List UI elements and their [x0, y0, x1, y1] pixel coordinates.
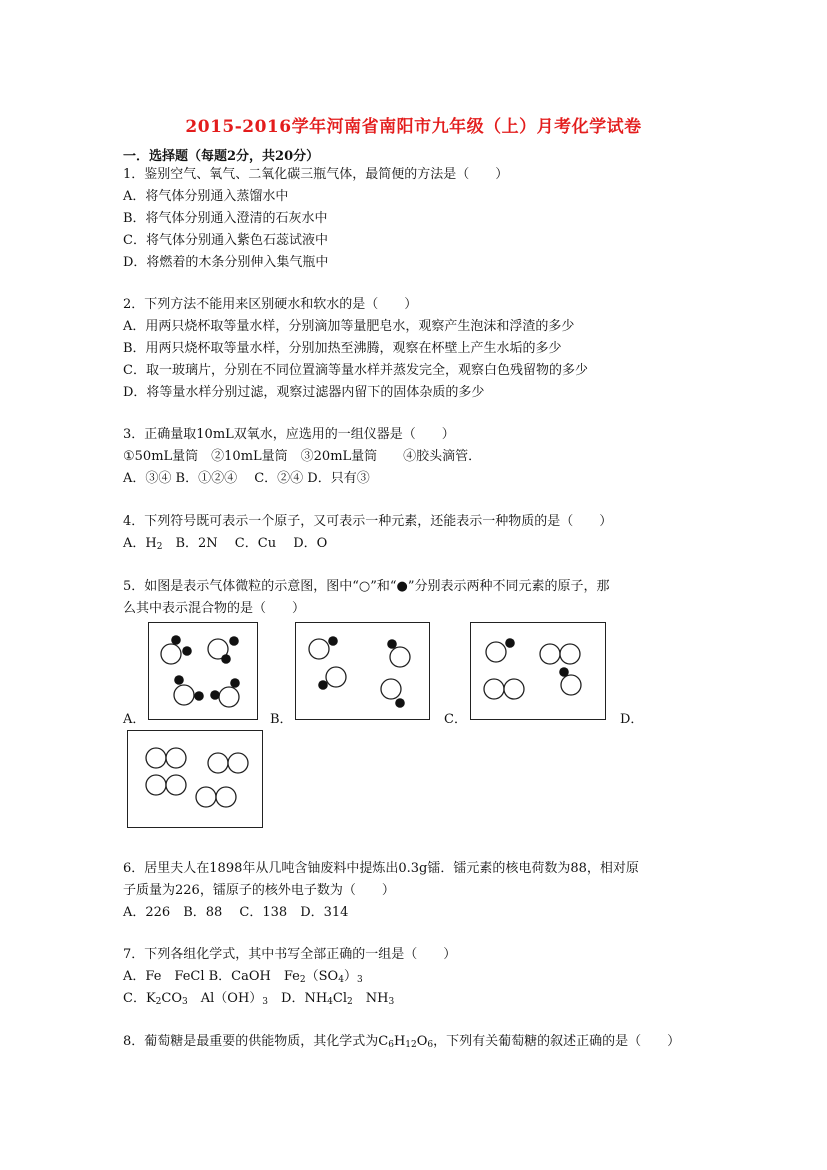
question-stem: 1．鉴别空气、氧气、二氧化碳三瓶气体，最简便的方法是（ ）: [123, 167, 509, 182]
question-stem-line-2: 子质量为226，镭原子的核外电子数为（ ）: [123, 883, 395, 898]
question-items: ①50mL量筒 ②10mL量筒 ③20mL量筒 ④胶头滴管．: [123, 449, 482, 464]
question-stem: 8．葡萄糖是最重要的供能物质，其化学式为$C_6H_{12}O_6$，下列有关葡萄糖的叙述正确的是（ ）: [123, 1034, 681, 1050]
figure-label-d: D．: [620, 712, 644, 727]
question-stem: 2．下列方法不能用来区别硬水和软水的是（ ）: [123, 297, 418, 312]
option-b: B．将气体分别通入澄清的石灰水中: [123, 211, 328, 226]
question-options: A．226 B．88 C．138 D．314: [123, 905, 349, 920]
question-options: A．③④ B．①②④ C．②④ D．只有③: [123, 471, 370, 486]
figure-option-a: [148, 622, 258, 720]
question-stem: 4．下列符号既可表示一个原子，又可表示一种元素，还能表示一种物质的是（ ）: [123, 514, 613, 529]
question-5: [123, 576, 713, 620]
option-c: C．将气体分别通入紫色石蕊试液中: [123, 233, 328, 248]
figure-label-a: A．: [123, 712, 146, 727]
question-stem-line-1: 6．居里夫人在1898年从几吨含铀废料中提炼出0.3g镭．镭元素的核电荷数为88，相对原: [123, 861, 639, 876]
option-c: C．取一玻璃片，分别在不同位置滴等量水样并蒸发完全，观察白色残留物的多少: [123, 363, 588, 378]
question-stem: 3．正确量取10mL双氧水，应选用的一组仪器是（ ）: [123, 427, 455, 442]
option-b: B．用两只烧杯取等量水样，分别加热至沸腾，观察在杯壁上产生水垢的多少: [123, 341, 562, 356]
question-8: [123, 1031, 713, 1053]
question-1: [123, 164, 713, 274]
option-d: D．将燃着的木条分别伸入集气瓶中: [123, 255, 329, 270]
question-stem-line-2: 么其中表示混合物的是（ ）: [123, 601, 306, 616]
question-4: [123, 511, 713, 555]
question-3: [123, 424, 713, 490]
question-options-line-1: A．Fe FeCl B．CaOH $Fe_2(SO_4)_3$: [123, 969, 363, 985]
question-stem-line-1: 5．如图是表示气体微粒的示意图，图中“○”和“●”分别表示两种不同元素的原子，那: [123, 579, 610, 594]
figure-option-c: [470, 622, 606, 720]
figure-label-c: C．: [444, 712, 467, 727]
question-options-line-2: C．$K_2CO_3$ $Al(OH)_3$ D．$NH_4Cl_2$ $NH_3$: [123, 991, 395, 1007]
question-6: [123, 858, 713, 924]
option-a: A．将气体分别通入蒸馏水中: [123, 189, 289, 204]
question-2: [123, 294, 713, 404]
option-d: D．将等量水样分别过滤，观察过滤器内留下的固体杂质的多少: [123, 385, 485, 400]
figure-option-d: [127, 730, 263, 828]
question-7: [123, 944, 713, 1010]
section-heading: 一．选择题（每题2分，共20分）: [123, 149, 320, 164]
option-a: A．用两只烧杯取等量水样，分别滴加等量肥皂水，观察产生泡沫和浮渣的多少: [123, 319, 575, 334]
exam-title: 2015-2016学年河南省南阳市九年级（上）月考化学试卷: [185, 117, 642, 137]
question-options: A．$H_2$ B．2N C．Cu D．O: [123, 536, 328, 552]
figure-label-b: B．: [270, 712, 293, 727]
question-stem: 7．下列各组化学式，其中书写全部正确的一组是（ ）: [123, 947, 457, 962]
figure-option-b: [295, 622, 430, 720]
